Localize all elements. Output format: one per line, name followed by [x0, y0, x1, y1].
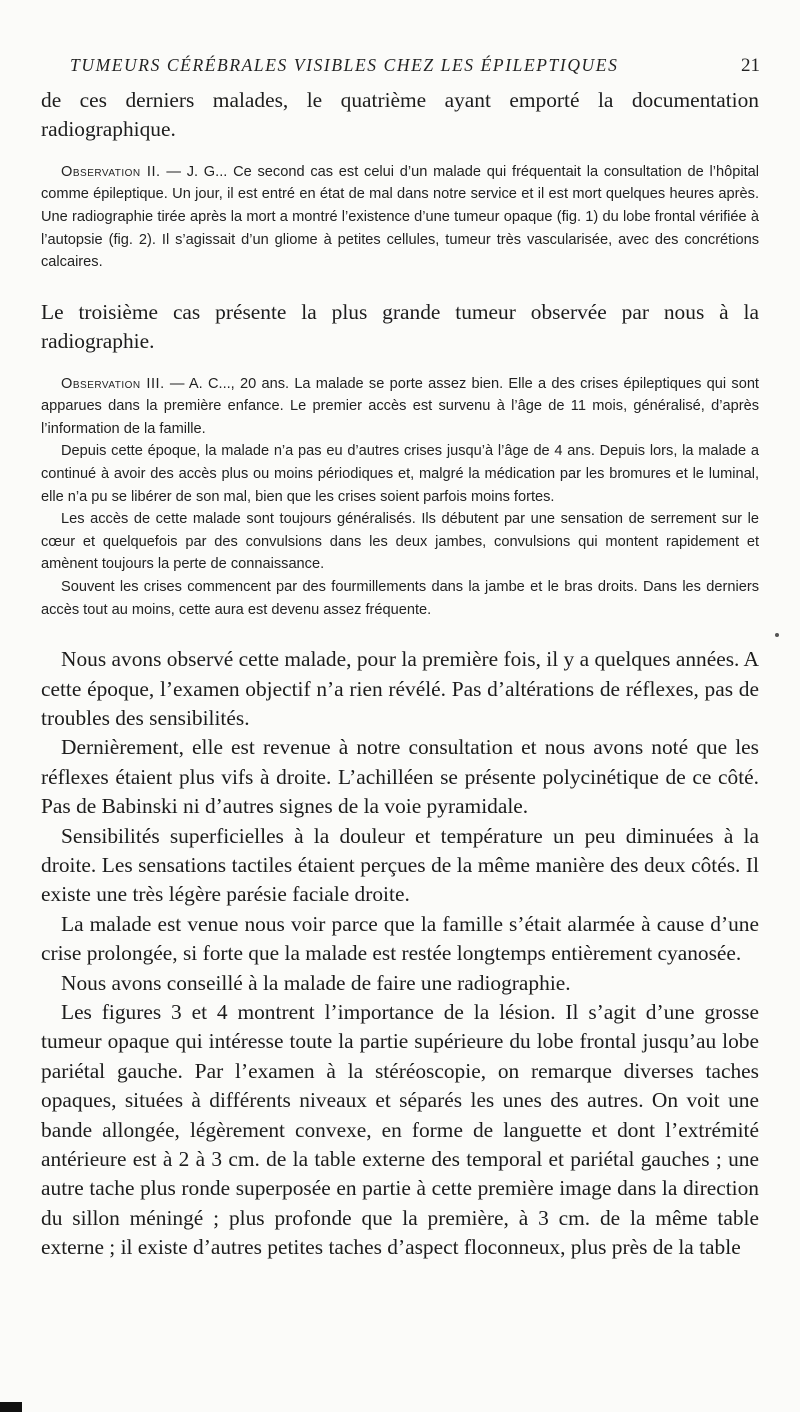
paragraph-radiography-advice: Nous avons conseillé à la malade de faire une radiographie.: [61, 970, 571, 995]
paragraph-figures: Les figures 3 et 4 montrent l’importance de la lésion. Il s’agit d’une grosse tumeur opaque qui intéresse toute la partie supérieure du lobe frontal jusqu’au lobe pariétal gauche. Par l’examen à la stéréoscopie, on remarque diverses taches opaques, situées à différents niveaux et séparés les unes des autres. On voit une bande allongée, légèrement convexe, en forme de languette et dont l’extrémité antérieure est à 2 à 3 cm. de la table externe des temporal et pariétal gauches ; une autre tache plus ronde superposée en partie à cette première image dans la direction du sillon méningé ; plus profonde que la première, à 3 cm. de la même table externe ; il existe d’autres petites taches d’aspect floconneux, plus près de la table: [41, 1000, 759, 1260]
page-number: 21: [741, 55, 760, 76]
observation-2: [41, 161, 759, 274]
paragraph-intro: de ces derniers malades, le quatrième ayant emporté la documentation radiographique.: [41, 88, 759, 142]
paragraph-first-exam: Nous avons observé cette malade, pour la première fois, il y a quelques années. A cette époque, l’examen objectif n’a rien révélé. Pas d’altérations de réflexes, pas de troubles des sensibilités.: [41, 647, 759, 730]
running-title: TUMEURS CÉRÉBRALES VISIBLES CHEZ LES ÉPILEPTIQUES: [70, 55, 619, 75]
paragraph-sensibilities: Sensibilités superficielles à la douleur et température un peu diminuées à la droite. Les sensations tactiles étaient perçues de la même manière des deux côtés. Il existe une très légère parésie faciale droite.: [41, 823, 759, 907]
observation-3-text: — A. C..., 20 ans. La malade se porte assez bien. Elle a des crises épileptiques qui sont apparues dans la première enfance. Le premier accès est survenu à l’âge de 11 mois, généralisé, d’après l’information de la famille.: [41, 375, 759, 437]
observation-3-label: Observation III.: [61, 375, 165, 392]
paragraph-crisis: La malade est venue nous voir parce que la famille s’était alarmée à cause d’une crise prolongée, si forte que la malade est restée longtemps entièrement cyanosée.: [41, 911, 759, 966]
observation-3-paragraph-3: Les accès de cette malade sont toujours généralisés. Ils débutent par une sensation de serrement sur le cœur et quelquefois par des convulsions dans les deux jambes, convulsions qui montent rapidement et amènent toujours la perte de connaissance.: [41, 511, 759, 573]
margin-speck: [775, 633, 779, 637]
paragraph-reflexes: Dernièrement, elle est revenue à notre consultation et nous avons noté que les réflexes étaient plus vifs à droite. L’achilléen se présente polycinétique de ce côté. Pas de Babinski ni d’autres signes de la voie pyramidale.: [41, 735, 759, 819]
observation-3: [41, 373, 759, 441]
observation-3-paragraph-2: Depuis cette époque, la malade n’a pas eu d’autres crises jusqu’à l’âge de 4 ans. Depuis lors, la malade a continué à avoir des accès plus ou moins périodiques et, malgré la médication par les bromures et le luminal, elle n’a pu se libérer de son mal, bien que les crises soient parfois moins fortes.: [41, 443, 759, 505]
observation-3-paragraph-4: Souvent les crises commencent par des fourmillements dans la jambe et le bras droits. Dans les derniers accès tout au moins, cette aura est devenu assez fréquente.: [41, 578, 759, 618]
page-header: [70, 55, 760, 77]
observation-2-label: Observation II.: [61, 163, 161, 180]
page-body: [41, 86, 759, 1263]
observation-2-text: — J. G... Ce second cas est celui d’un malade qui fréquentait la consultation de l’hôpital comme épileptique. Un jour, il est entré en état de mal dans notre service et il est mort quelques heures après. Une radiographie tirée après la mort a montré l’existence d’une tumeur opaque (fig. 1) du lobe frontal vérifiée à l’autopsie (fig. 2). Il s’agissait d’un gliome à petites cellules, tumeur très vascularisée, avec des concrétions calcaires.: [41, 163, 759, 271]
paragraph-third-case: Le troisième cas présente la plus grande tumeur observée par nous à la radiographie.: [41, 299, 759, 354]
scan-edge-mark: [0, 1402, 22, 1412]
